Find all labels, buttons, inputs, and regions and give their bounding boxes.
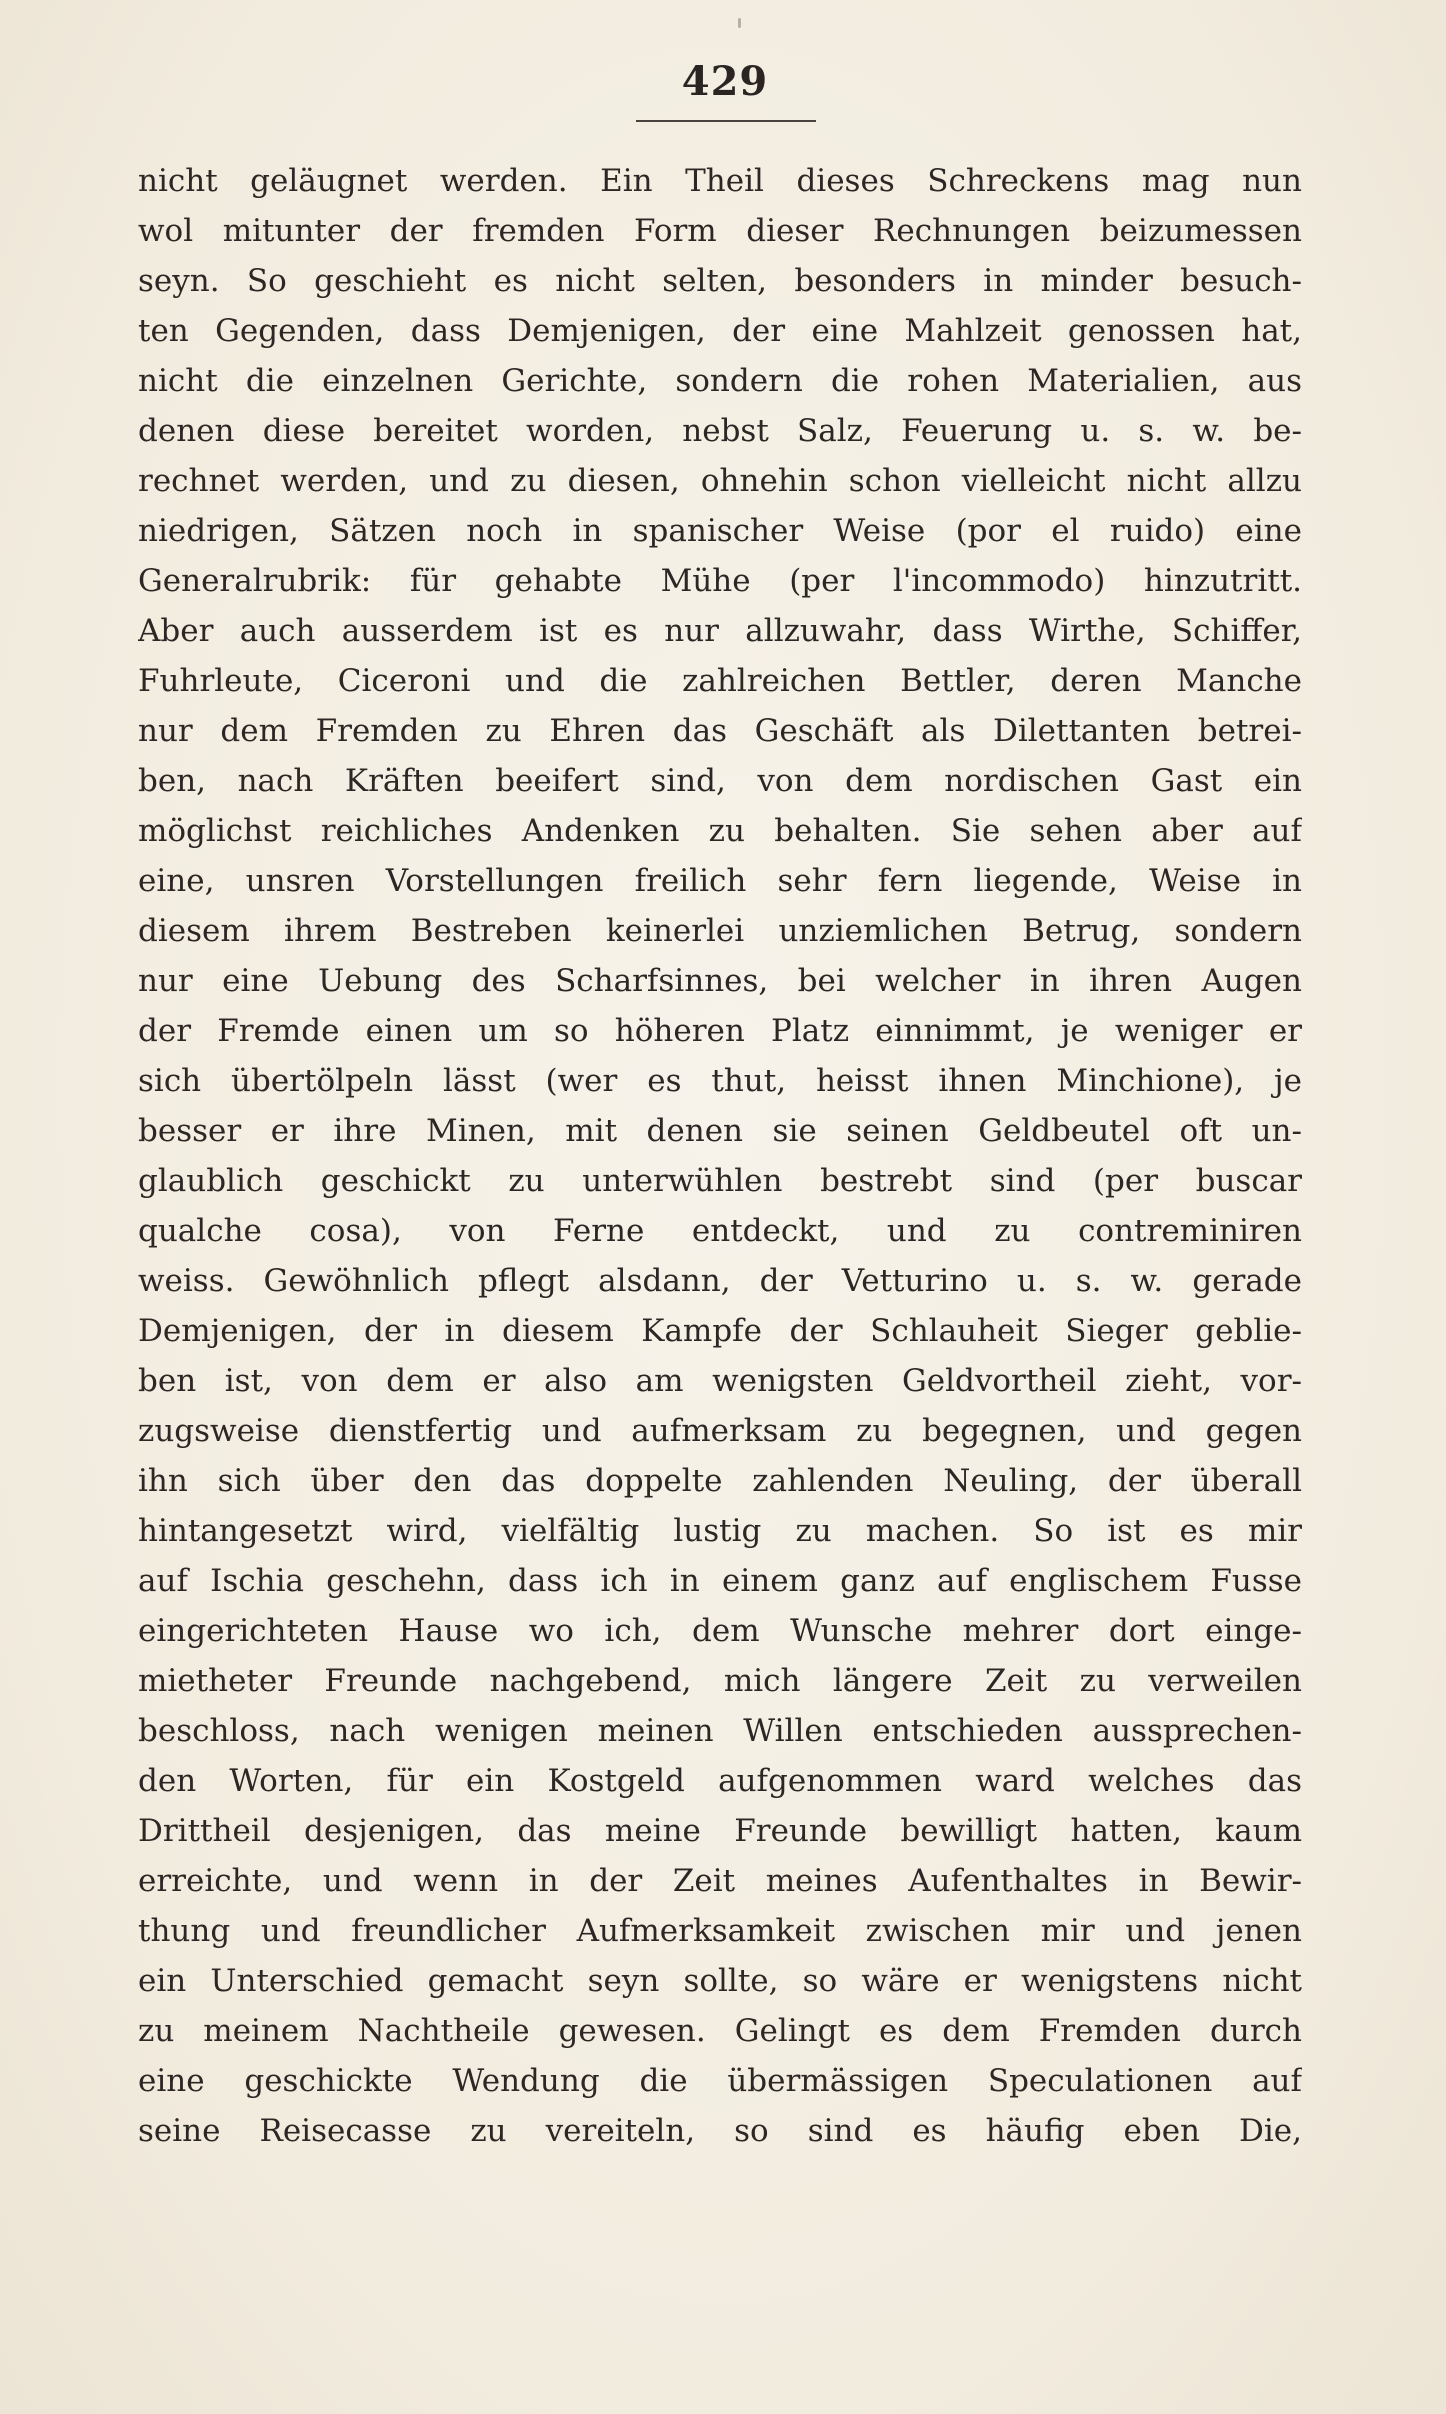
text-line: Aber auch ausserdem ist es nur allzuwahr, dass Wirthe, Schiffer,	[138, 613, 1302, 649]
page-blemish	[738, 18, 741, 28]
text-line: möglichst reichliches Andenken zu behalten. Sie sehen aber auf	[138, 813, 1302, 849]
text-line: den Worten, für ein Kostgeld aufgenommen ward welches das	[138, 1763, 1302, 1799]
text-line: qualche cosa), von Ferne entdeckt, und zu contreminiren	[138, 1213, 1302, 1249]
text-line: zugsweise dienstfertig und aufmerksam zu begegnen, und gegen	[138, 1413, 1302, 1449]
text-line: Demjenigen, der in diesem Kampfe der Schlauheit Sieger geblie-	[138, 1313, 1302, 1349]
text-line: nur dem Fremden zu Ehren das Geschäft als Dilettanten betrei-	[138, 713, 1302, 749]
text-line: ein Unterschied gemacht seyn sollte, so wäre er wenigstens nicht	[138, 1963, 1302, 1999]
text-line: seine Reisecasse zu vereiteln, so sind es häufig eben Die,	[138, 2113, 1302, 2149]
text-line: nicht geläugnet werden. Ein Theil dieses Schreckens mag nun	[138, 163, 1302, 199]
text-line: nicht die einzelnen Gerichte, sondern die rohen Materialien, aus	[138, 363, 1302, 399]
text-line: thung und freundlicher Aufmerksamkeit zwischen mir und jenen	[138, 1913, 1302, 1949]
text-line: weiss. Gewöhnlich pflegt alsdann, der Vetturino u. s. w. gerade	[138, 1263, 1302, 1299]
page-number-rule	[636, 120, 816, 122]
text-line: glaublich geschickt zu unterwühlen bestrebt sind (per buscar	[138, 1163, 1302, 1199]
text-line: hintangesetzt wird, vielfältig lustig zu machen. So ist es mir	[138, 1513, 1302, 1549]
text-line: eine geschickte Wendung die übermässigen Speculationen auf	[138, 2063, 1302, 2099]
text-line: wol mitunter der fremden Form dieser Rechnungen beizumessen	[138, 213, 1302, 249]
text-line: niedrigen, Sätzen noch in spanischer Weise (por el ruido) eine	[138, 513, 1302, 549]
text-line: eine, unsren Vorstellungen freilich sehr fern liegende, Weise in	[138, 863, 1302, 899]
text-line: beschloss, nach wenigen meinen Willen entschieden aussprechen-	[138, 1713, 1302, 1749]
text-line: seyn. So geschieht es nicht selten, besonders in minder besuch-	[138, 263, 1302, 299]
text-line: denen diese bereitet worden, nebst Salz, Feuerung u. s. w. be-	[138, 413, 1302, 449]
text-line: sich übertölpeln lässt (wer es thut, heisst ihnen Minchione), je	[138, 1063, 1302, 1099]
text-line: ben, nach Kräften beeifert sind, von dem nordischen Gast ein	[138, 763, 1302, 799]
text-line: auf Ischia geschehn, dass ich in einem ganz auf englischem Fusse	[138, 1563, 1302, 1599]
text-line: diesem ihrem Bestreben keinerlei unziemlichen Betrug, sondern	[138, 913, 1302, 949]
text-line: Drittheil desjenigen, das meine Freunde bewilligt hatten, kaum	[138, 1813, 1302, 1849]
text-line: ben ist, von dem er also am wenigsten Geldvortheil zieht, vor-	[138, 1363, 1302, 1399]
text-line: ihn sich über den das doppelte zahlenden Neuling, der überall	[138, 1463, 1302, 1499]
text-line: mietheter Freunde nachgebend, mich längere Zeit zu verweilen	[138, 1663, 1302, 1699]
text-line: rechnet werden, und zu diesen, ohnehin schon vielleicht nicht allzu	[138, 463, 1302, 499]
text-line: Generalrubrik: für gehabte Mühe (per l'incommodo) hinzutritt.	[138, 563, 1302, 599]
text-line: der Fremde einen um so höheren Platz einnimmt, je weniger er	[138, 1013, 1302, 1049]
text-line: erreichte, und wenn in der Zeit meines Aufenthaltes in Bewir-	[138, 1863, 1302, 1899]
text-line: nur eine Uebung des Scharfsinnes, bei welcher in ihren Augen	[138, 963, 1302, 999]
text-line: zu meinem Nachtheile gewesen. Gelingt es dem Fremden durch	[138, 2013, 1302, 2049]
body-text	[138, 156, 1302, 2156]
text-line: ten Gegenden, dass Demjenigen, der eine Mahlzeit genossen hat,	[138, 313, 1302, 349]
text-line: besser er ihre Minen, mit denen sie seinen Geldbeutel oft un-	[138, 1113, 1302, 1149]
page-number: 429	[681, 58, 769, 105]
text-line: Fuhrleute, Ciceroni und die zahlreichen Bettler, deren Manche	[138, 663, 1302, 699]
text-line: eingerichteten Hause wo ich, dem Wunsche mehrer dort einge-	[138, 1613, 1302, 1649]
